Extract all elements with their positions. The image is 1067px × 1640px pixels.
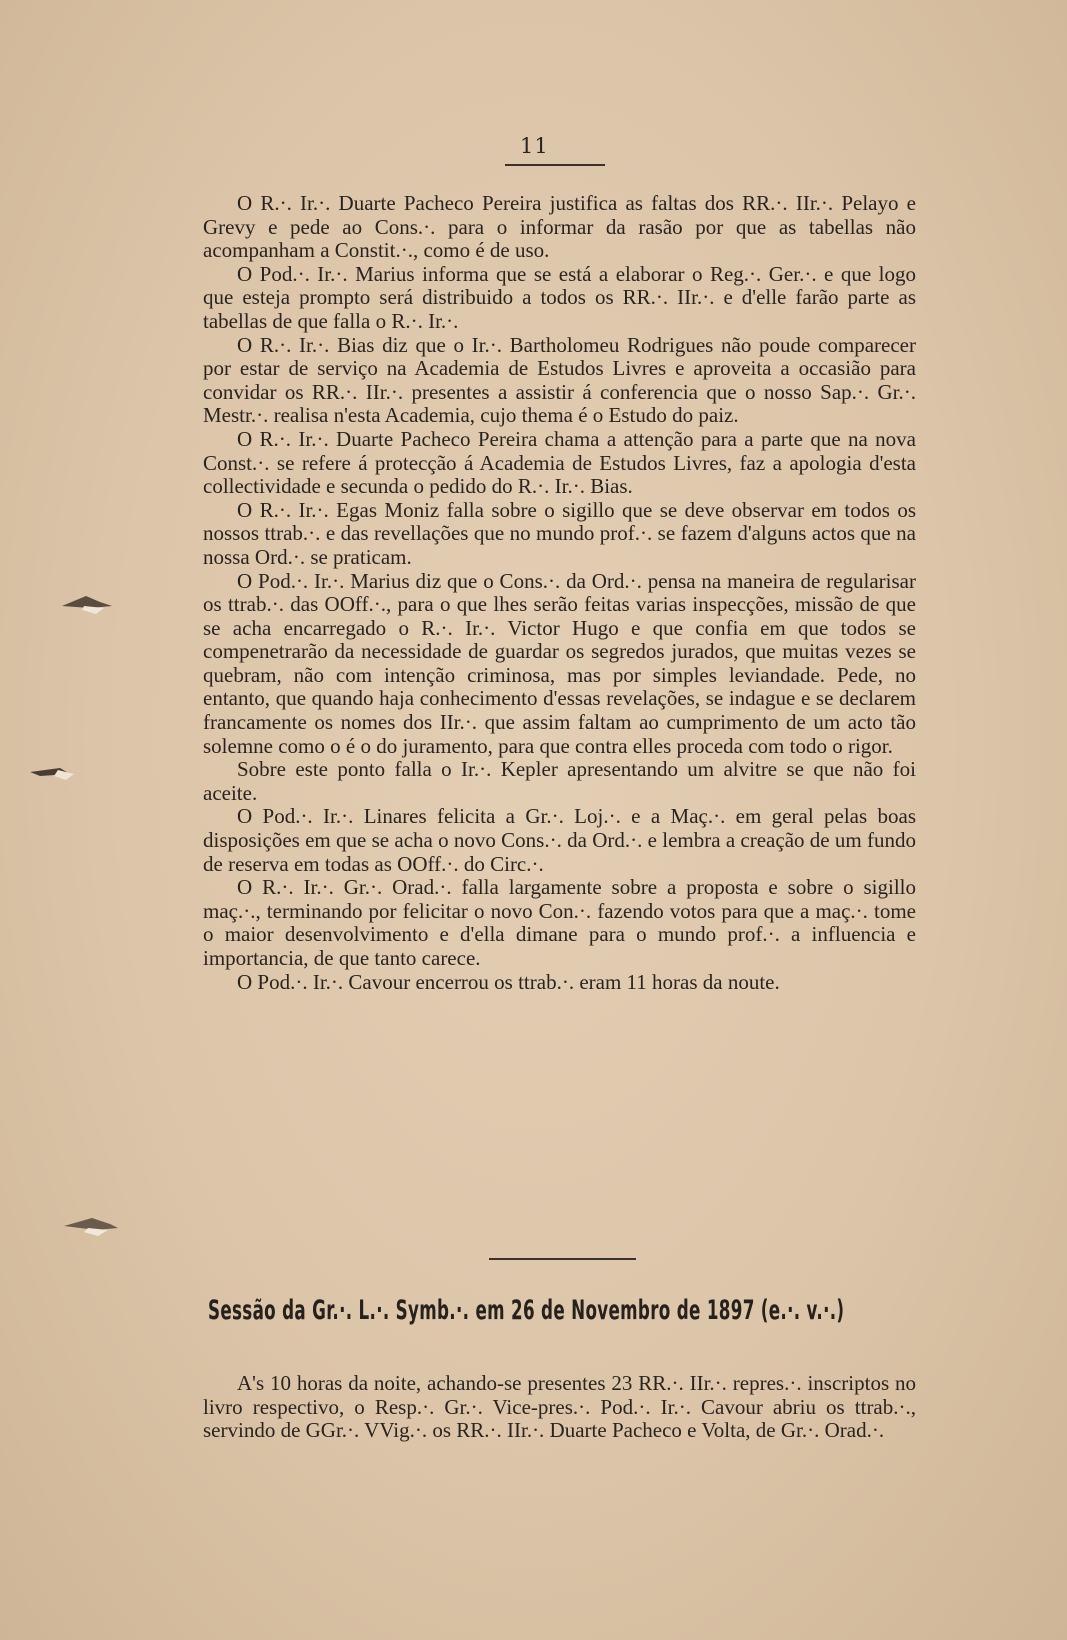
paragraph: A's 10 horas da noite, achando-se presentes 23 RR.·. IIr.·. repres.·. inscriptos no livro respectivo, o Resp.·. Gr.·. Vice-pres.·. Pod.·. Ir.·. Cavour abriu os ttrab.·., servindo de GGr.·. VVig.·. os RR.·. IIr.·. Duarte Pacheco e Volta, de Gr.·. Orad.·. — [203, 1371, 916, 1443]
paragraph: O Pod.·. Ir.·. Marius informa que se está a elaborar o Reg.·. Ger.·. e que logo que esteja prompto será distribuido a todos os RR.·. IIr.·. e d'elle farão parte as tabellas de que falla o R.·. Ir.·. — [203, 261, 916, 333]
binding-tab-top — [0, 592, 118, 610]
page-number-rule — [505, 164, 605, 166]
paragraph: O R.·. Ir.·. Duarte Pacheco Pereira justifica as faltas dos RR.·. IIr.·. Pelayo e Grevy e pede ao Cons.·. para o informar da rasão por que as tabellas não acompanham a Constit.·., como é de uso. — [203, 191, 916, 263]
page-number: 11 — [520, 134, 549, 158]
section-body — [203, 1372, 916, 1443]
section-title: Sessão da Gr.·. L.·. Symb.·. em 26 de Novembro de 1897 (e.·. v.·.) — [208, 1295, 845, 1326]
section-divider — [489, 1258, 636, 1260]
paragraph: O Pod.·. Ir.·. Cavour encerrou os ttrab.·. eram 11 horas da noute. — [237, 969, 780, 994]
minutes-body — [203, 192, 916, 994]
binding-tab-bottom — [0, 1214, 118, 1232]
paragraph: O Pod.·. Ir.·. Linares felicita a Gr.·. Loj.·. e a Maç.·. em geral pelas boas disposições em que se acha o novo Cons.·. da Ord.·. e lembra a creação de um fundo de reserva em todas as OOff.·. do Circ.·. — [203, 804, 916, 876]
paragraph: O Pod.·. Ir.·. Marius diz que o Cons.·. da Ord.·. pensa na maneira de regularisar os ttrab.·. das OOff.·., para o que lhes serão feitas varias inspecções, missão de que se acha encarregado o R.·. Ir.·. Victor Hugo e que confia em que todos se compenetrarão da necessidade de guardar os segredos jurados, que muitas vezes se quebram, não com intenção criminosa, mas por simples leviandade. Pede, no entanto, que quando haja conhecimento d'essas revelações, se indague e se declarem francamente os nomes dos IIr.·. que assim faltam ao cumprimento de um acto tão solemne como o é o do juramento, para que contra elles proceda com todo o rigor. — [203, 568, 916, 758]
paragraph: O R.·. Ir.·. Duarte Pacheco Pereira chama a attenção para a parte que na nova Const.·. se refere á protecção á Academia de Estudos Livres, faz a apologia d'esta collectividade e secunda o pedido do R.·. Ir.·. Bias. — [203, 426, 916, 499]
paragraph: O R.·. Ir.·. Egas Moniz falla sobre o sigillo que se deve observar em todos os nossos ttrab.·. e das revellações que no mundo prof.·. se fazem d'alguns actos que na nossa Ord.·. se praticam. — [203, 497, 916, 569]
paragraph: O R.·. Ir.·. Bias diz que o Ir.·. Bartholomeu Rodrigues não poude comparecer por estar de serviço na Academia de Estudos Livres e aproveita a occasião para convidar os RR.·. IIr.·. presentes a assistir á conferencia que o nosso Sap.·. Gr.·. Mestr.·. realisa n'esta Academia, cujo thema é o Estudo do paiz. — [203, 332, 916, 428]
paragraph: O R.·. Ir.·. Gr.·. Orad.·. falla largamente sobre a proposta e sobre o sigillo maç.·., terminando por felicitar o novo Con.·. fazendo votos para que a maç.·. tome o maior desenvolvimento e d'ella dimane para o mundo prof.·. a influencia e importancia, de que tanto carece. — [203, 875, 916, 970]
binding-tab-middle — [0, 760, 118, 778]
paragraph: Sobre este ponto falla o Ir.·. Kepler apresentando um alvitre se que não foi aceite. — [203, 757, 916, 805]
